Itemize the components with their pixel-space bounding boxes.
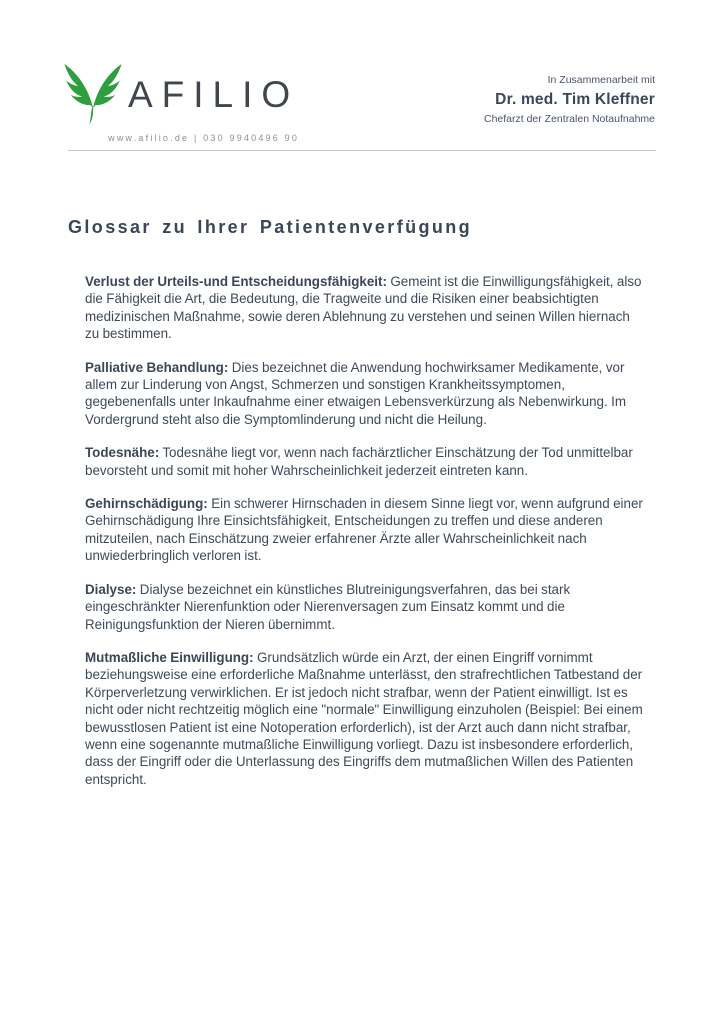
glossary-term: Todesnähe:: [85, 445, 160, 461]
glossary-entry: [85, 359, 645, 429]
glossary-definition: Gemeint ist die Einwilligungsfähigkeit, also die Fähigkeit die Art, die Bedeutung, die Tragweite und die Risiken einer beabsichtigten medizinischen Maßnahme, sowie deren Ablehnung zu verstehen und seinen Willen hiernach zu bestimmen.: [85, 274, 642, 342]
glossary-entry: [85, 495, 645, 565]
glossary-entry: [85, 273, 645, 343]
glossary-definition: Dialyse bezeichnet ein künstliches Blutreinigungsverfahren, das bei stark eingeschränkter Nierenfunktion oder Nierenversagen zum Einsatz kommt und die Reinigungsfunktion der Nieren übernimmt.: [85, 581, 571, 632]
header-divider: [68, 150, 656, 151]
brand-name: AFILIO: [128, 73, 300, 115]
glossary-term: Verlust der Urteils-und Entscheidungsfähigkeit:: [85, 274, 387, 289]
afilio-logo: [62, 58, 299, 143]
glossary-definition: Dies bezeichnet die Anwendung hochwirksamer Medikamente, vor allem zur Linderung von Angst, Schmerzen und sonstigen Krankheitssymptomen, gegebenenfalls unter Inkaufnahme einer etwaigen Lebensverkürzung als Nebenwirkung. Im Vordergrund steht also die Symptomlinderung und nicht die Heilung.: [85, 359, 627, 427]
partner-block: [484, 74, 655, 125]
glossary-entry: [85, 581, 645, 633]
glossary-definition: Grundsätzlich würde ein Arzt, der einen Eingriff vornimmt beziehungsweise eine erforderliche Maßnahme unterlässt, den strafrechtlichen Tatbestand der Körperverletzung verwirklichen. Er ist jedoch nicht strafbar, wenn der Patient einwilligt. Ist es nicht oder nicht rechtzeitig möglich eine "normale" Einwilligung einzuholen (Beispiel: Bei einem bewusstlosen Patient ist eine Notoperation erforderlich), ist der Arzt auch dann nicht strafbar, wenn eine sogenannte mutmaßliche Einwilligung vorliegt. Dazu ist insbesondere erforderlich, dass der Eingriff oder die Unterlassung des Eingriffs dem mutmaßlichen Willen des Patienten entspricht.: [85, 649, 643, 787]
page-title: Glossar zu Ihrer Patientenverfügung: [68, 217, 473, 237]
glossary-entry: [85, 444, 645, 479]
partner-name: Dr. med. Tim Kleffner: [495, 91, 655, 108]
wings-icon: [62, 58, 124, 126]
glossary-section: [85, 273, 645, 804]
glossary-definition: Todesnähe liegt vor, wenn nach fachärztlicher Einschätzung der Tod unmittelbar bevorsteht und somit mit hoher Wahrscheinlichkeit jederzeit eintreten kann.: [85, 445, 633, 478]
glossary-term: Gehirnschädigung:: [85, 496, 208, 512]
glossary-term: Mutmaßliche Einwilligung:: [85, 649, 254, 665]
glossary-term: Dialyse:: [85, 581, 137, 597]
partner-role: Chefarzt der Zentralen Notaufnahme: [483, 113, 655, 125]
glossary-entry: [85, 649, 645, 788]
logo-row: [62, 58, 299, 126]
glossary-definition: Ein schwerer Hirnschaden in diesem Sinne liegt vor, wenn aufgrund einer Gehirnschädigung Ihre Einsichtsfähigkeit, Entscheidungen zu treffen und diese anderen mitzuteilen, nach Einschätzung zweier erfahrener Ärzte aller Wahrscheinlichkeit nach unwiederbringlich verloren ist.: [85, 496, 643, 564]
glossary-term: Palliative Behandlung:: [85, 359, 229, 375]
partner-intro: In Zusammenarbeit mit: [547, 74, 655, 86]
logo-tagline: www.afilio.de | 030 9940496 90: [108, 133, 300, 143]
